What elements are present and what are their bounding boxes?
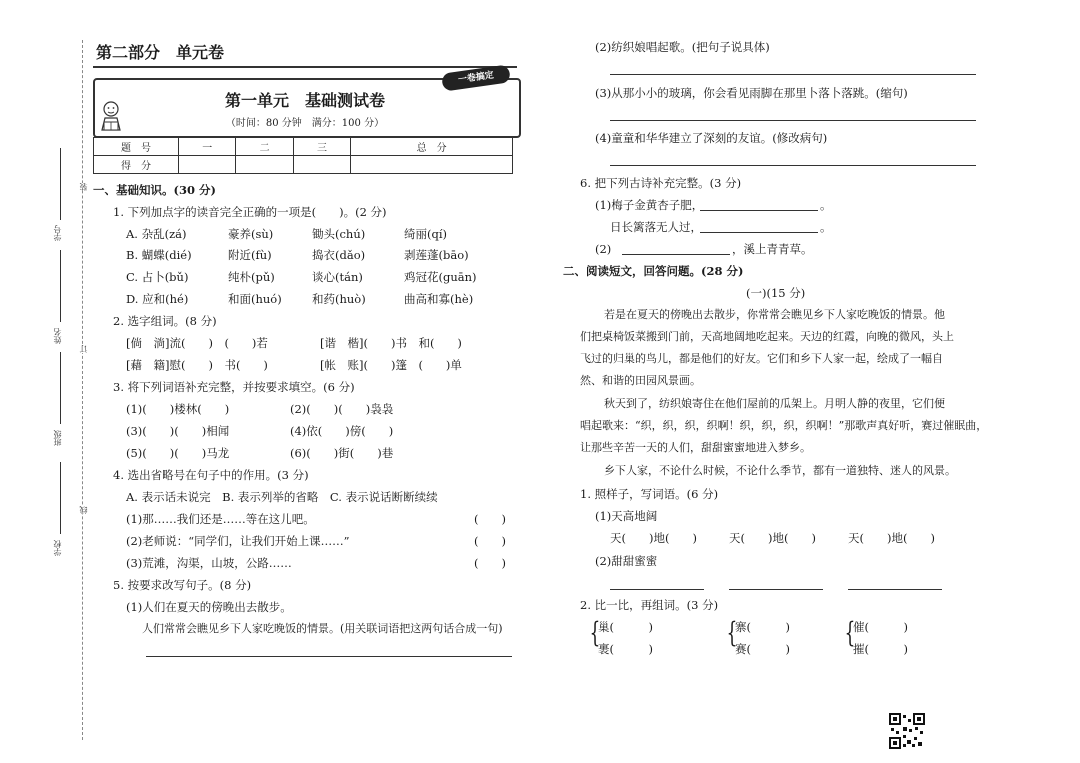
q1-option-b-word: 剥莲蓬(bāo) (404, 248, 469, 262)
brace-icon: { (589, 616, 601, 649)
r-q1-stem: 1. 照样子，写词语。(6 分) (580, 487, 719, 501)
q3-item: (2)( )( )袅袅 (290, 402, 394, 416)
q4-answer-paren[interactable]: ( ) (474, 512, 506, 526)
q6-period: 。 (820, 198, 832, 212)
score-header-cell: 二 (236, 138, 293, 156)
student-number-line (60, 148, 61, 220)
passage-line: 然、和谐的田园风景画。 (580, 374, 701, 387)
q1-option-d-word: 和面(huó) (228, 292, 282, 306)
q1-option-d: D. 应和(hé) (126, 292, 189, 306)
reading-sub-heading: (一)(15 分) (746, 286, 806, 300)
score-cell[interactable] (179, 156, 236, 174)
score-header-cell: 三 (293, 138, 350, 156)
passage-line: 们把桌椅饭菜搬到门前，天高地阔地吃起来。天边的红霞，向晚的微风，头上 (580, 330, 954, 343)
test-info: （时间：80 分钟 满分：100 分） (225, 118, 385, 129)
q4-item: (3)荒滩，沟渠，山坡，公路…… (126, 556, 292, 570)
q1-option-c-word: 谈心(tán) (312, 270, 363, 284)
r-q2-word[interactable]: 赛( ) (735, 642, 790, 656)
q5-answer-line-3[interactable] (610, 120, 976, 121)
class-line (60, 352, 61, 424)
passage-line: 让那些辛苦一天的人们，甜甜蜜蜜地进入梦乡。 (580, 441, 811, 454)
binding-dashed-line (82, 40, 83, 740)
q5-item-2: (2)纺织娘唱起歌。(把句子说具体) (595, 40, 770, 54)
q5-item-1: (1)人们在夏天的傍晚出去散步。 (126, 600, 292, 614)
q1-option-d-word: 和药(huò) (312, 292, 366, 306)
q1-option-a-word: 豪养(sù) (228, 227, 274, 241)
r-q2-word[interactable]: 催( ) (853, 620, 908, 634)
q1-option-b-word: 捣衣(dǎo) (312, 248, 366, 262)
q6-blank-3[interactable] (622, 254, 730, 255)
passage-line: 若是在夏天的傍晚出去散步，你常常会瞧见乡下人家吃晚饭的情景。他 (604, 308, 945, 321)
q3-item: (4)依( )傍( ) (290, 424, 394, 438)
score-cell[interactable] (236, 156, 293, 174)
q1-option-b: B. 蝴蝶(dié) (126, 248, 192, 262)
section1-heading: 一、基础知识。(30 分) (93, 183, 216, 197)
passage-line: 乡下人家，不论什么时候，不论什么季节，都有一道独特、迷人的风景。 (604, 464, 956, 477)
q6-line-3-end: ，溪上青青草。 (732, 242, 813, 256)
q5-answer-line-4[interactable] (610, 165, 976, 166)
q6-line-1: (1)梅子金黄杏子肥， (595, 198, 704, 212)
part-heading: 第二部分 单元卷 (96, 43, 225, 62)
header-rule (93, 66, 517, 68)
student-number-label: 学号 (53, 225, 62, 241)
q4-item: (1)那……我们还是……等在这儿吧。 (126, 512, 315, 526)
badge: 一卷搞定 (441, 64, 511, 91)
r-q2-word[interactable]: 裹( ) (598, 642, 653, 656)
passage-line: 秋天到了，纺织娘寄住在他们屋前的瓜架上。月明人静的夜里，它们便 (604, 397, 945, 410)
brace-icon: { (726, 616, 738, 649)
r-q1-blank[interactable]: 天( )地( ) (610, 531, 697, 545)
q6-blank-2[interactable] (700, 232, 818, 233)
q5-item-3: (3)从那小小的玻璃，你会看见雨脚在那里卜落卜落跳。(缩句) (595, 86, 908, 100)
q5-answer-line-1[interactable] (146, 656, 512, 657)
bind-mark-ding: 订 (79, 345, 88, 353)
q4-options: A. 表示话未说完 B. 表示列举的省略 C. 表示说话断断续续 (126, 490, 438, 504)
score-header-cell: 总 分 (351, 138, 513, 156)
q1-option-a: A. 杂乱(zá) (126, 227, 187, 241)
q3-item: (5)( )( )马龙 (126, 446, 230, 460)
r-q2-word[interactable]: 巢( ) (598, 620, 653, 634)
q2-row: [帐 账]( )篷 ( )单 (320, 358, 462, 372)
qr-code-icon (889, 713, 925, 749)
q1-option-a-word: 绮丽(qí) (404, 227, 448, 241)
q3-item: (6)( )街( )巷 (290, 446, 394, 460)
school-label: 学校 (53, 540, 62, 556)
q1-option-c: C. 占卜(bǔ) (126, 270, 189, 284)
bind-mark-zhuang: 装 (79, 183, 88, 191)
score-header-cell: 题 号 (94, 138, 179, 156)
q4-answer-paren[interactable]: ( ) (474, 556, 506, 570)
brace-icon: { (844, 616, 856, 649)
q1-stem: 1. 下列加点字的读音完全正确的一项是( )。(2 分) (113, 205, 387, 219)
bind-mark-xian: 线 (79, 506, 88, 514)
q2-stem: 2. 选字组词。(8 分) (113, 314, 217, 328)
q6-line-3: (2) (595, 242, 612, 256)
score-cell[interactable] (351, 156, 513, 174)
q1-option-d-word: 曲高和寡(hè) (404, 292, 474, 306)
q4-answer-paren[interactable]: ( ) (474, 534, 506, 548)
r-q2-word[interactable]: 摧( ) (853, 642, 908, 656)
passage-line: 飞过的归巢的鸟儿，都是他们的好友。它们和乡下人家一起，绘成了一幅自 (580, 352, 943, 365)
q6-period: 。 (820, 220, 832, 234)
q1-option-c-word: 鸡冠花(guān) (404, 270, 477, 284)
q3-item: (1)( )楼林( ) (126, 402, 230, 416)
test-title: 第一单元 基础测试卷 (224, 91, 385, 110)
r-q2-word[interactable]: 寨( ) (735, 620, 790, 634)
q5-stem: 5. 按要求改写句子。(8 分) (113, 578, 252, 592)
r-q1-blank[interactable]: 天( )地( ) (848, 531, 935, 545)
q1-option-c-word: 纯朴(pǔ) (228, 270, 275, 284)
q5-answer-line-2[interactable] (610, 74, 976, 75)
r-q1-blank[interactable]: 天( )地( ) (729, 531, 816, 545)
r-q1-example-2: (2)甜甜蜜蜜 (595, 554, 658, 568)
class-label: 班级 (53, 430, 62, 446)
q1-option-b-word: 附近(fù) (228, 248, 272, 262)
score-cell[interactable] (293, 156, 350, 174)
q2-row: [倘 淌]流( ) ( )若 (126, 336, 268, 350)
q3-item: (3)( )( )相闻 (126, 424, 230, 438)
score-row-label: 得 分 (94, 156, 179, 174)
q4-item: (2)老师说：“同学们，让我们开始上课……” (126, 534, 350, 548)
q5-item-4: (4)童童和华华建立了深刻的友谊。(修改病句) (595, 131, 828, 145)
score-table (93, 137, 513, 174)
q2-row: [谐 楷]( )书 和( ) (320, 336, 462, 350)
school-line (60, 462, 61, 534)
q6-blank-1[interactable] (700, 210, 818, 211)
q5-item-1b: 人们常常会瞧见乡下人家吃晚饭的情景。(用关联词语把这两句话合成一句) (142, 622, 503, 635)
q3-stem: 3. 将下列词语补充完整，并按要求填空。(6 分) (113, 380, 355, 394)
r-q1-answer-line[interactable] (610, 589, 704, 590)
r-q1-example-1: (1)天高地阔 (595, 509, 658, 523)
score-header-cell: 一 (179, 138, 236, 156)
passage-line: 唱起歌来：“织，织，织，织啊！织，织，织，织啊！”那歌声真好听，赛过催眠曲， (580, 419, 988, 432)
q1-option-a-word: 锄头(chú) (312, 227, 366, 241)
q2-row: [藉 籍]慰( ) 书( ) (126, 358, 268, 372)
section2-heading: 二、阅读短文，回答问题。(28 分) (563, 264, 744, 278)
q4-stem: 4. 选出省略号在句子中的作用。(3 分) (113, 468, 309, 482)
q6-stem: 6. 把下列古诗补充完整。(3 分) (580, 176, 742, 190)
r-q1-answer-line[interactable] (848, 589, 942, 590)
name-label: 姓名 (53, 328, 62, 344)
r-q2-stem: 2. 比一比，再组词。(3 分) (580, 598, 719, 612)
name-line (60, 250, 61, 322)
q6-line-2: 日长篱落无人过， (610, 220, 702, 234)
r-q1-answer-line[interactable] (729, 589, 823, 590)
